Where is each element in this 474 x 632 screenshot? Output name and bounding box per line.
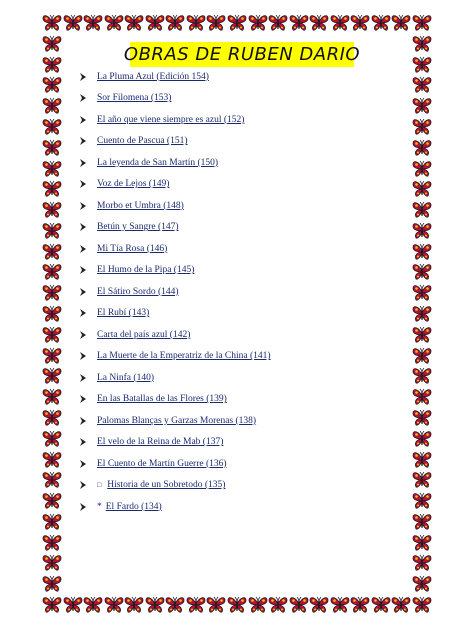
butterfly-icon — [42, 388, 62, 406]
butterfly-icon — [42, 201, 62, 219]
butterfly-icon — [42, 596, 62, 614]
chevron-right-icon — [78, 244, 90, 254]
work-list-item — [78, 367, 408, 389]
butterfly-icon — [145, 596, 165, 614]
butterfly-icon — [412, 534, 432, 552]
butterfly-icon — [248, 14, 268, 32]
chevron-right-icon — [78, 158, 90, 168]
chevron-right-icon — [78, 416, 90, 426]
work-link[interactable]: Sor Filomena (153) — [97, 93, 172, 104]
work-list-item — [78, 346, 408, 368]
butterfly-icon — [371, 14, 391, 32]
chevron-right-icon — [78, 287, 90, 297]
butterfly-icon — [42, 575, 62, 593]
butterfly-icon — [412, 56, 432, 74]
work-list-item — [78, 410, 408, 432]
butterfly-icon — [268, 14, 288, 32]
butterfly-icon — [42, 56, 62, 74]
butterfly-icon — [63, 596, 83, 614]
butterfly-icon — [412, 118, 432, 136]
butterfly-icon — [412, 305, 432, 323]
butterfly-icon — [227, 14, 247, 32]
chevron-right-icon — [78, 308, 90, 318]
chevron-right-icon — [78, 136, 90, 146]
butterfly-icon — [165, 14, 185, 32]
butterfly-icon — [412, 326, 432, 344]
butterfly-icon — [309, 14, 329, 32]
butterfly-icon — [42, 263, 62, 281]
work-link[interactable]: Mi Tía Rosa (146) — [97, 243, 168, 254]
butterfly-icon — [104, 596, 124, 614]
chevron-right-icon — [78, 201, 90, 211]
butterfly-icon — [309, 596, 329, 614]
work-list-item — [78, 195, 408, 217]
work-list-item — [78, 66, 408, 88]
chevron-right-icon — [78, 93, 90, 103]
work-link[interactable]: En las Batallas de las Flores (139) — [97, 394, 227, 405]
butterfly-icon — [42, 409, 62, 427]
butterfly-icon — [42, 76, 62, 94]
chevron-right-icon — [78, 351, 90, 361]
butterfly-icon — [412, 430, 432, 448]
butterfly-icon — [42, 326, 62, 344]
butterfly-icon — [289, 14, 309, 32]
butterfly-icon — [42, 97, 62, 115]
butterfly-icon — [412, 388, 432, 406]
butterfly-icon — [42, 534, 62, 552]
butterfly-icon — [350, 14, 370, 32]
butterfly-icon — [42, 222, 62, 240]
butterfly-icon — [63, 14, 83, 32]
butterfly-icon — [42, 180, 62, 198]
butterfly-icon — [330, 596, 350, 614]
butterfly-icon — [206, 14, 226, 32]
chevron-right-icon — [78, 222, 90, 232]
chevron-right-icon — [78, 373, 90, 383]
butterfly-icon — [412, 367, 432, 385]
work-link[interactable]: El año que viene siempre es azul (152) — [97, 114, 245, 125]
butterfly-icon — [412, 554, 432, 572]
butterfly-icon — [268, 596, 288, 614]
butterfly-icon — [412, 139, 432, 157]
butterfly-icon — [391, 14, 411, 32]
chevron-right-icon — [78, 437, 90, 447]
chevron-right-icon — [78, 72, 90, 82]
butterfly-icon — [350, 596, 370, 614]
work-link[interactable]: El Fardo (134) — [105, 501, 162, 512]
chevron-right-icon — [78, 330, 90, 340]
butterfly-icon — [42, 160, 62, 178]
work-link[interactable]: El Sátiro Sordo (144) — [97, 286, 179, 297]
butterfly-icon — [186, 596, 206, 614]
works-list — [78, 66, 408, 518]
butterfly-icon — [412, 97, 432, 115]
butterfly-icon — [412, 471, 432, 489]
chevron-right-icon — [78, 115, 90, 125]
work-link[interactable]: Cuento de Pascua (151) — [97, 136, 188, 147]
butterfly-icon — [289, 596, 309, 614]
butterfly-icon — [412, 160, 432, 178]
butterfly-icon — [412, 513, 432, 531]
butterfly-icon — [42, 139, 62, 157]
work-list-item — [78, 88, 408, 110]
butterfly-icon — [412, 180, 432, 198]
chevron-right-icon — [78, 459, 90, 469]
butterfly-icon — [83, 596, 103, 614]
butterfly-icon — [42, 305, 62, 323]
work-link[interactable]: El Cuento de Martín Guerre (136) — [97, 458, 227, 469]
butterfly-icon — [248, 596, 268, 614]
butterfly-icon — [42, 347, 62, 365]
butterfly-icon — [42, 492, 62, 510]
butterfly-icon — [412, 575, 432, 593]
butterfly-icon — [42, 554, 62, 572]
work-link[interactable]: La leyenda de San Martín (150) — [97, 157, 219, 168]
butterfly-icon — [412, 596, 432, 614]
page-title: OBRAS DE RUBEN DARIO — [123, 44, 361, 65]
butterfly-icon — [42, 243, 62, 261]
title-highlight — [123, 42, 361, 67]
butterfly-icon — [42, 14, 62, 32]
butterfly-icon — [227, 596, 247, 614]
butterfly-icon — [206, 596, 226, 614]
chevron-right-icon — [78, 502, 90, 512]
work-list-item — [78, 432, 408, 454]
work-list-item — [78, 303, 408, 325]
butterfly-icon — [42, 471, 62, 489]
butterfly-icon — [124, 14, 144, 32]
butterfly-icon — [124, 596, 144, 614]
work-prefix: * — [97, 501, 102, 512]
butterfly-icon — [371, 596, 391, 614]
butterfly-icon — [412, 243, 432, 261]
butterfly-icon — [412, 201, 432, 219]
butterfly-icon — [412, 409, 432, 427]
work-link[interactable]: El velo de la Reina de Mab (137) — [97, 437, 224, 448]
work-list-item — [78, 389, 408, 411]
butterfly-icon — [42, 35, 62, 53]
butterfly-icon — [42, 118, 62, 136]
work-list-item — [78, 217, 408, 239]
work-link[interactable]: La Muerte de la Emperatriz de la China (141) — [97, 351, 271, 362]
butterfly-icon — [42, 367, 62, 385]
butterfly-icon — [412, 222, 432, 240]
chevron-right-icon — [78, 179, 90, 189]
butterfly-icon — [330, 14, 350, 32]
work-link[interactable]: La Ninfa (140) — [97, 372, 154, 383]
butterfly-icon — [42, 451, 62, 469]
butterfly-icon — [165, 596, 185, 614]
butterfly-icon — [412, 76, 432, 94]
work-link[interactable]: Carta del país azul (142) — [97, 329, 191, 340]
butterfly-icon — [412, 347, 432, 365]
butterfly-icon — [83, 14, 103, 32]
work-list-item — [78, 324, 408, 346]
work-prefix: □ — [97, 481, 102, 490]
butterfly-icon — [412, 35, 432, 53]
work-list-item — [78, 281, 408, 303]
work-link[interactable]: Voz de Lejos (149) — [97, 179, 170, 190]
chevron-right-icon — [78, 394, 90, 404]
butterfly-icon — [412, 451, 432, 469]
work-link[interactable]: Betún y Sangre (147) — [97, 222, 179, 233]
butterfly-icon — [412, 263, 432, 281]
chevron-right-icon — [78, 480, 90, 490]
work-list-item — [78, 109, 408, 131]
work-list-item — [78, 475, 408, 497]
work-link[interactable]: El Humo de la Pipa (145) — [97, 265, 195, 276]
butterfly-icon — [42, 430, 62, 448]
chevron-right-icon — [78, 265, 90, 275]
work-list-item — [78, 152, 408, 174]
butterfly-icon — [104, 14, 124, 32]
work-list-item — [78, 260, 408, 282]
work-list-item — [78, 131, 408, 153]
work-list-item — [78, 174, 408, 196]
work-list-item — [78, 238, 408, 260]
work-link[interactable]: La Pluma Azul (Edición 154) — [97, 71, 209, 82]
work-link[interactable]: El Rubí (143) — [97, 308, 150, 319]
butterfly-icon — [145, 14, 165, 32]
butterfly-icon — [412, 492, 432, 510]
butterfly-icon — [186, 14, 206, 32]
work-link[interactable]: Morbo et Umbra (148) — [97, 200, 184, 211]
work-list-item — [78, 453, 408, 475]
butterfly-icon — [42, 284, 62, 302]
butterfly-icon — [391, 596, 411, 614]
butterfly-icon — [412, 284, 432, 302]
butterfly-icon — [42, 513, 62, 531]
work-link[interactable]: Palomas Blanças y Garzas Morenas (138) — [97, 415, 257, 426]
work-link[interactable]: Historia de un Sobretodo (135) — [107, 480, 226, 491]
butterfly-icon — [412, 14, 432, 32]
work-list-item — [78, 496, 408, 518]
